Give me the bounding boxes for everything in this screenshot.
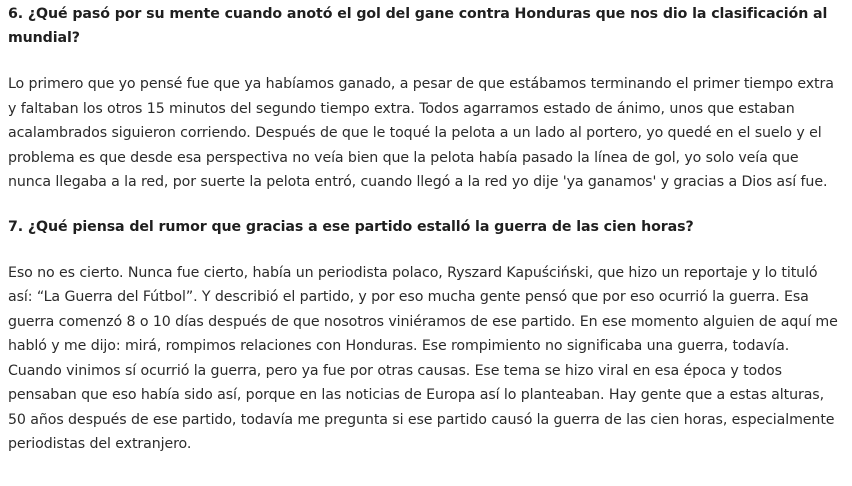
answer-6-paragraph: Lo primero que yo pensé fue que ya habíamos ganado, a pesar de que estábamos terminando el primer tiempo extra y faltaban los otros 15 minutos del segundo tiempo extra. Todos agarramos estado de ánimo, unos que estaban acalambrados siguieron corriendo. Después de que le toqué la pelota a un lado al portero, yo quedé en el suelo y el problema es que desde esa perspectiva no veía bien que la pelota había pasado la línea de gol, yo solo veía que nunca llegaba a la red, por suerte la pelota entró, cuando llegó a la red yo dije 'ya ganamos' y gracias a Dios así fue. bbox=[8, 76, 834, 190]
question-7-heading: 7. ¿Qué piensa del rumor que gracias a ese partido estalló la guerra de las cien horas? bbox=[8, 218, 694, 235]
question-6-heading: 6. ¿Qué pasó por su mente cuando anotó el gol del gane contra Honduras que nos dio la clasificación al mundial? bbox=[8, 6, 828, 46]
answer-7-paragraph: Eso no es cierto. Nunca fue cierto, había un periodista polaco, Ryszard Kapuściński, que hizo un reportaje y lo tituló así: “La Guerra del Fútbol”. Y describió el partido, y por eso mucha gente pensó que por eso ocurrió la guerra. Esa guerra comenzó 8 o 10 días después de que nosotros viniéramos de ese partido. En ese momento alguien de aquí me habló y me dijo: mirá, rompimos relaciones con Honduras. Ese rompimiento no significaba una guerra, todavía. Cuando vinimos sí ocurrió la guerra, pero ya fue por otras causas. Ese tema se hizo viral en esa época y todos pensaban que eso había sido así, porque en las noticias de Europa así lo planteaban. Hay gente que a estas alturas, 50 años después de ese partido, todavía me pregunta si ese partido causó la guerra de las cien horas, especialmente periodistas del extranjero. bbox=[8, 264, 838, 452]
